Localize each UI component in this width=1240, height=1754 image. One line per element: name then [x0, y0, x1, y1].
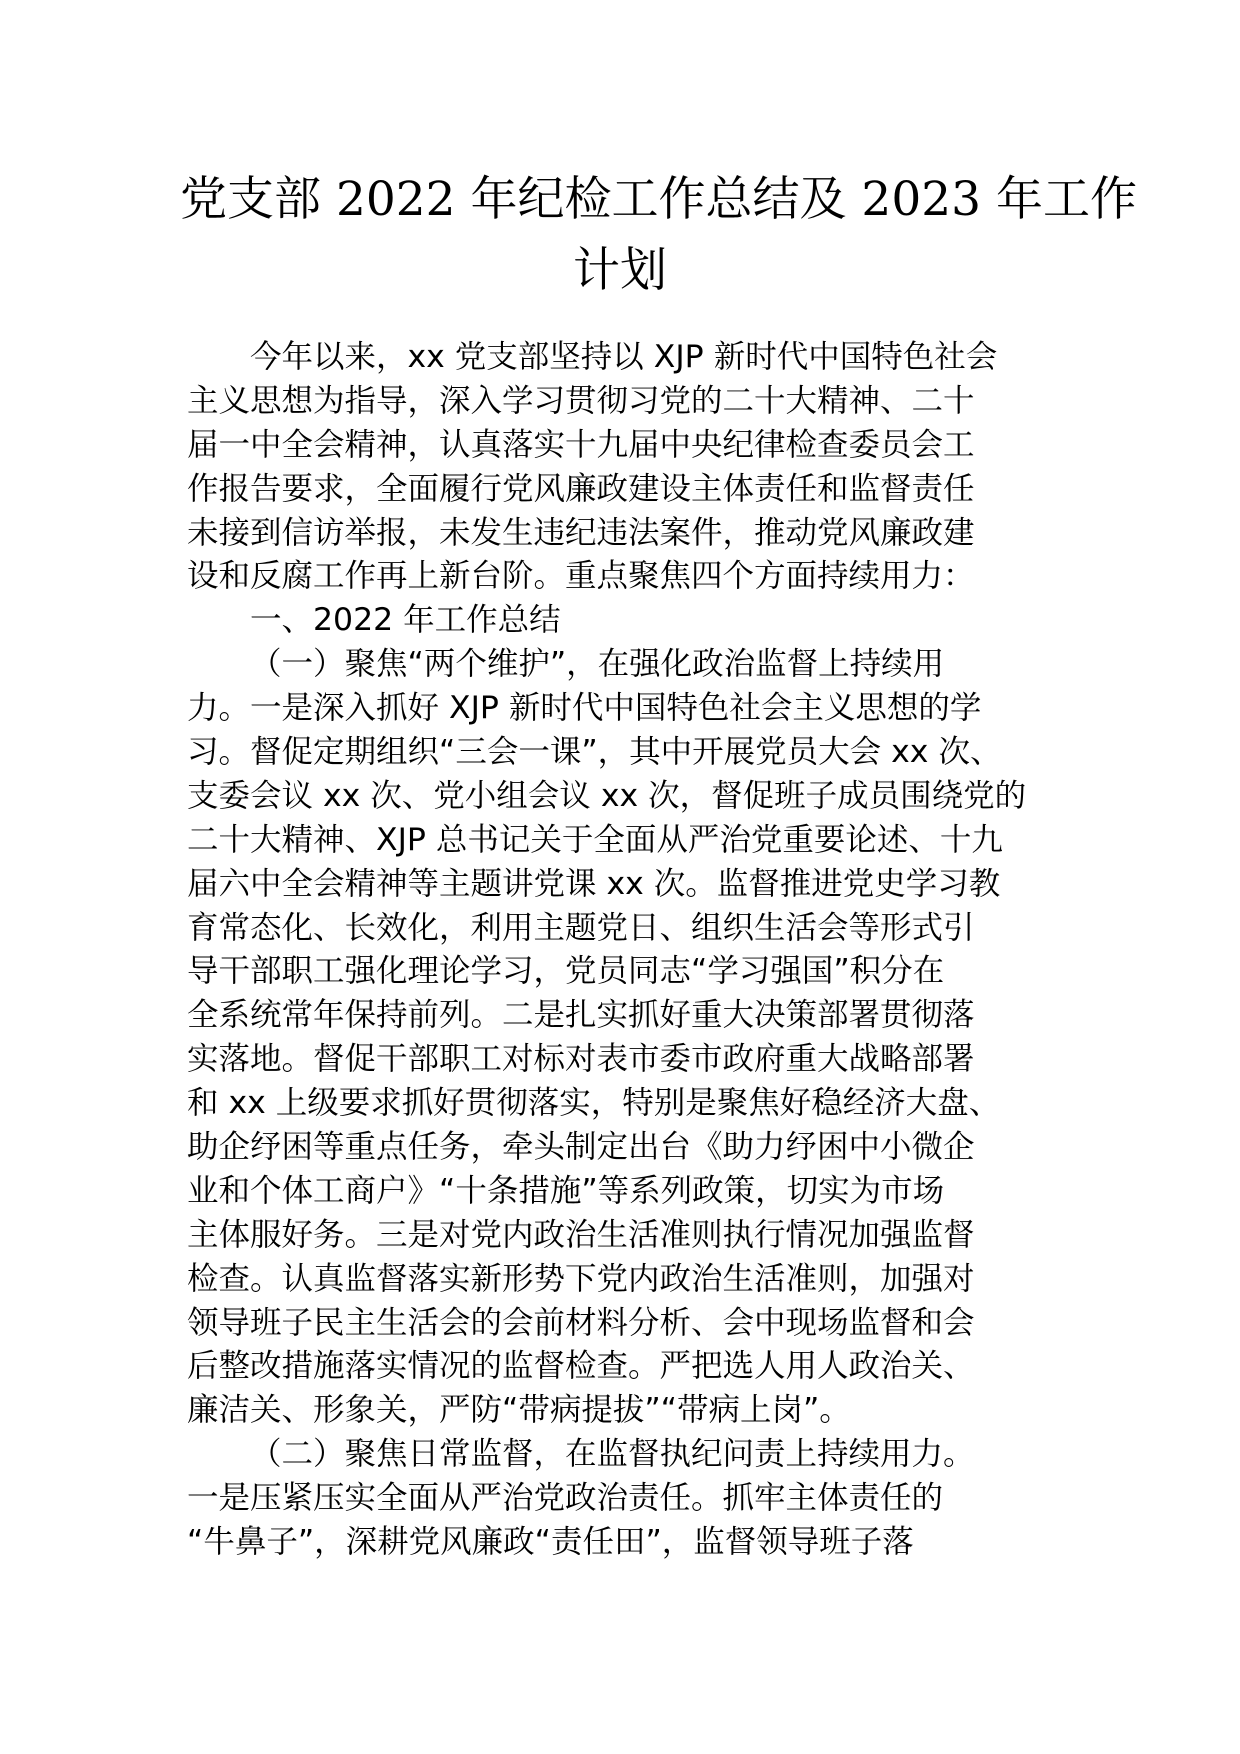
paragraph-line: 主体服好务。三是对党内政治生活准则执行情况加强监督: [187, 1216, 975, 1253]
paragraph-line: 届六中全会精神等主题讲党课 xx 次。监督推进党史学习教: [187, 865, 1001, 902]
section-heading: 一、2022 年工作总结: [250, 602, 561, 639]
paragraph-line: 育常态化、长效化，利用主题党日、组织生活会等形式引: [187, 909, 975, 946]
paragraph-line: 今年以来，xx 党支部坚持以 XJP 新时代中国特色社会: [250, 339, 998, 375]
paragraph-line: 届一中全会精神，认真落实十九届中央纪律检查委员会工: [187, 426, 975, 463]
document-title-line-2: 计划: [573, 243, 667, 298]
paragraph-line: 廉洁关、形象关，严防“带病提拔”“带病上岗”。: [187, 1392, 851, 1429]
paragraph-line: 主义思想为指导，深入学习贯彻习党的二十大精神、二十: [187, 382, 975, 419]
paragraph-line: 领导班子民主生活会的会前材料分析、会中现场监督和会: [187, 1304, 975, 1341]
paragraph-line: 支委会议 xx 次、党小组会议 xx 次，督促班子成员围绕党的: [187, 777, 1027, 814]
paragraph-line: 和 xx 上级要求抓好贯彻落实，特别是聚焦好稳经济大盘、: [187, 1085, 1001, 1122]
document-title-line-1: 党支部 2022 年纪检工作总结及 2023 年工作: [180, 172, 1137, 227]
paragraph-line: 导干部职工强化理论学习，党员同志“学习强国”积分在: [187, 953, 945, 990]
paragraph-line: 力。一是深入抓好 XJP 新时代中国特色社会主义思想的学: [187, 690, 982, 727]
paragraph-line: 业和个体工商户》“十条措施”等系列政策，切实为市场: [187, 1172, 945, 1209]
document-body: [187, 336, 1057, 1565]
paragraph-line: “牛鼻子”，深耕党风廉政“责任田”，监督领导班子落: [187, 1524, 914, 1561]
paragraph-line: 未接到信访举报，未发生违纪违法案件，推动党风廉政建: [187, 514, 975, 551]
paragraph-line: 设和反腐工作再上新台阶。重点聚焦四个方面持续用力：: [187, 558, 975, 595]
paragraph-line: 实落地。督促干部职工对标对表市委市政府重大战略部署: [187, 1041, 975, 1078]
paragraph-line: （一）聚焦“两个维护”，在强化政治监督上持续用: [250, 646, 945, 683]
paragraph-line: 助企纾困等重点任务，牵头制定出台《助力纾困中小微企: [187, 1129, 975, 1166]
paragraph-line: 后整改措施落实情况的监督检查。严把选人用人政治关、: [187, 1348, 975, 1385]
paragraph-line: 习。督促定期组织“三会一课”，其中开展党员大会 xx 次、: [187, 734, 1002, 771]
paragraph-line: （二）聚焦日常监督，在监督执纪问责上持续用力。: [250, 1436, 975, 1473]
paragraph-line: 一是压紧压实全面从严治党政治责任。抓牢主体责任的: [187, 1480, 944, 1517]
paragraph-line: 检查。认真监督落实新形势下党内政治生活准则，加强对: [187, 1260, 975, 1297]
paragraph-line: 作报告要求，全面履行党风廉政建设主体责任和监督责任: [187, 470, 975, 507]
paragraph-line: 二十大精神、XJP 总书记关于全面从严治党重要论述、十九: [187, 821, 1003, 858]
paragraph-line: 全系统常年保持前列。二是扎实抓好重大决策部署贯彻落: [187, 997, 975, 1034]
